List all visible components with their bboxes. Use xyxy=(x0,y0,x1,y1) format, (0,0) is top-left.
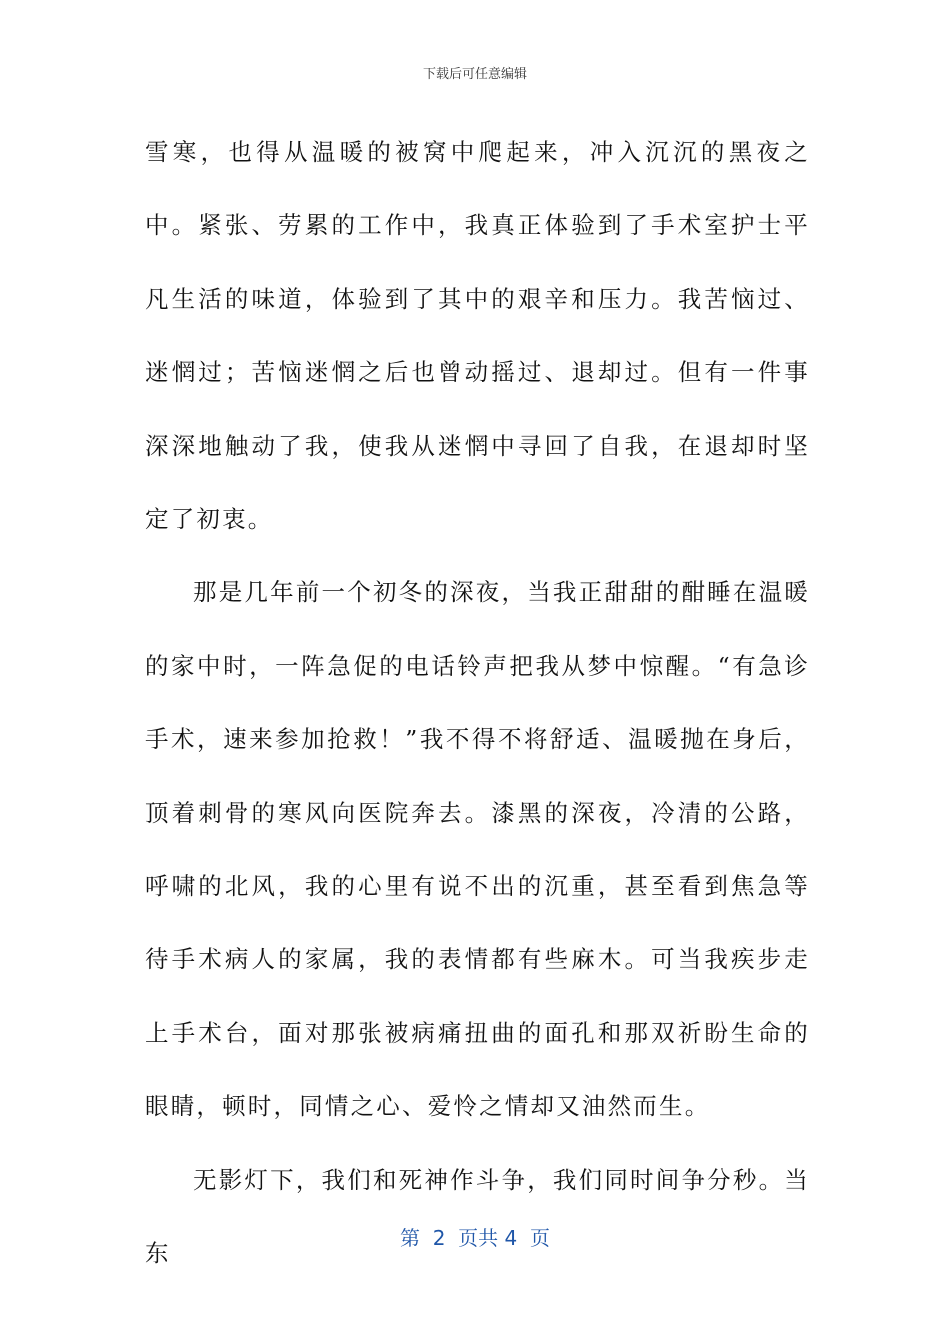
paragraph-1: 雪寒，也得从温暖的被窝中爬起来，冲入沉沉的黑夜之中。紧张、劳累的工作中，我真正体验到了手术室护士平凡生活的味道，体验到了其中的艰辛和压力。我苦恼过、迷惘过；苦恼迷惘之后也曾动摇过、退却过。但有一件事深深地触动了我，使我从迷惘中寻回了自我，在退却时坚定了初衷。 xyxy=(145,138,810,534)
paragraph-3: 无影灯下，我们和死神作斗争，我们同时间争分秒。当东 xyxy=(145,1165,810,1268)
paragraph-2: 那是几年前一个初冬的深夜，当我正甜甜的酣睡在温暖的家中时，一阵急促的电话铃声把我从梦中惊醒。“有急诊手术，速来参加抢救！”我不得不将舒适、温暖抛在身后，顶着刺骨的寒风向医院奔去。漆黑的深夜，冷清的公路，呼啸的北风，我的心里有说不出的沉重，甚至看到焦急等待手术病人的家属，我的表情都有些麻木。可当我疾步走上手术台，面对那张被病痛扭曲的面孔和那双祈盼生命的眼睛，顿时，同情之心、爱怜之情却又油然而生。 xyxy=(145,578,810,1121)
page-header-note: 下载后可任意编辑 xyxy=(422,67,527,82)
page-number-footer: 第 2 页共 4 页 xyxy=(400,1226,550,1250)
document-body xyxy=(145,116,810,1291)
